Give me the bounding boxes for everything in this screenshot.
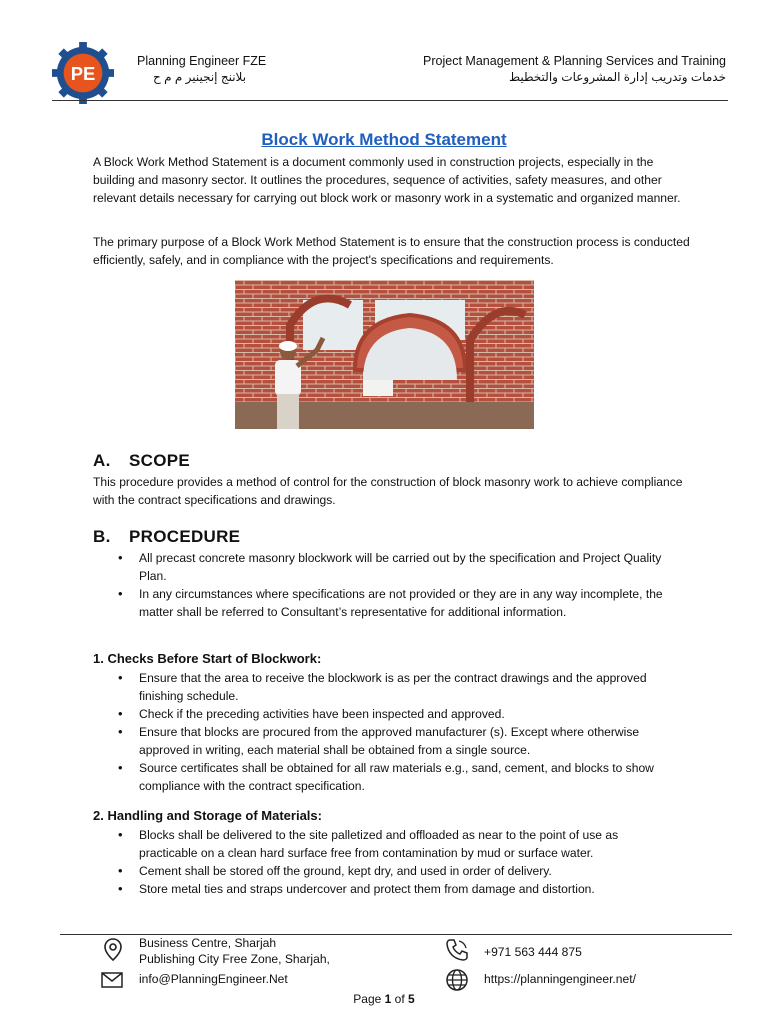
header-divider (52, 100, 728, 101)
page-of: of (391, 992, 409, 1006)
procedure-list (118, 549, 678, 621)
services-tagline: Project Management & Planning Services and Training (423, 54, 726, 68)
document-title: Block Work Method Statement (261, 130, 507, 149)
location-pin-icon (100, 937, 126, 963)
section-b-heading (93, 527, 240, 547)
list-item: • In any circumstances where specifications are not provided or they are in any way incomplete, the matter shall be referred to Consultant’s representative for additional information. (118, 585, 678, 621)
page-total: 5 (408, 992, 415, 1006)
list-item: • Check if the preceding activities have been inspected and approved. (118, 705, 678, 723)
blockwork-photo (235, 280, 534, 429)
handling-list (118, 826, 678, 898)
globe-icon (444, 967, 470, 993)
page-prefix: Page (353, 992, 385, 1006)
list-item: • Ensure that the area to receive the blockwork is as per the contract drawings and the approved finishing schedule. (118, 669, 678, 705)
list-item: • Source certificates shall be obtained for all raw materials e.g., sand, cement, and blocks to show compliance with the contract specification. (118, 759, 678, 795)
section-a-number: A. (93, 451, 111, 470)
section-b-title: PROCEDURE (129, 527, 241, 546)
email-link[interactable]: info@PlanningEngineer.Net (139, 972, 288, 986)
address-line-1: Business Centre, Sharjah (139, 936, 277, 950)
page-number (0, 992, 768, 1006)
website-link[interactable]: https://planningengineer.net/ (484, 972, 636, 986)
list-item: • Ensure that blocks are procured from the approved manufacturer (s). Except where otherwise approved in writing, each material shall be obtained from a single source. (118, 723, 678, 759)
list-item: • Blocks shall be delivered to the site palletized and offloaded as near to the point of use as practicable on a clean hard surface free from contamination by mud or surface water. (118, 826, 678, 862)
phone-icon (444, 937, 470, 963)
page-current: 1 (384, 992, 392, 1006)
company-logo (52, 42, 114, 104)
list-item: • Store metal ties and straps undercover and protect them from damage and distortion. (118, 880, 678, 898)
subsection-2-heading: 2. Handling and Storage of Materials: (93, 808, 322, 823)
list-item: • All precast concrete masonry blockwork will be carried out by the specification and Project Quality Plan. (118, 549, 678, 585)
intro-paragraph-2: The primary purpose of a Block Work Method Statement is to ensure that the construction process is conducted efficiently, safely, and in compliance with the project's specifications and requirements. (93, 235, 690, 267)
services-tagline-arabic: خدمات وتدريب إدارة المشروعات والتخطيط (508, 70, 726, 84)
company-name: Planning Engineer FZE (137, 54, 267, 68)
list-item: • Cement shall be stored off the ground, kept dry, and used in order of delivery. (118, 862, 678, 880)
subsection-1-heading: 1. Checks Before Start of Blockwork: (93, 651, 322, 666)
scope-paragraph: This procedure provides a method of control for the construction of block masonry work to achieve compliance with the contract specifications and drawings. (93, 475, 683, 507)
phone-number[interactable]: +971 563 444 875 (484, 945, 582, 959)
section-a-heading (93, 451, 190, 471)
company-name-arabic: بلاننج إنجينير م م ح (153, 70, 247, 84)
logo-letters: PE (70, 62, 96, 84)
email-icon (100, 967, 126, 993)
section-a-title: SCOPE (129, 451, 191, 470)
address-line-2: Publishing City Free Zone, Sharjah, (139, 952, 330, 966)
checks-list (118, 669, 678, 795)
section-b-number: B. (93, 527, 111, 546)
intro-paragraph-1: A Block Work Method Statement is a document commonly used in construction projects, especially in the building and masonry sector. It outlines the procedures, sequence of activities, safety measures, and other relevant details necessary for carrying out block work or masonry work in a systematic and organized manner. (93, 155, 681, 205)
